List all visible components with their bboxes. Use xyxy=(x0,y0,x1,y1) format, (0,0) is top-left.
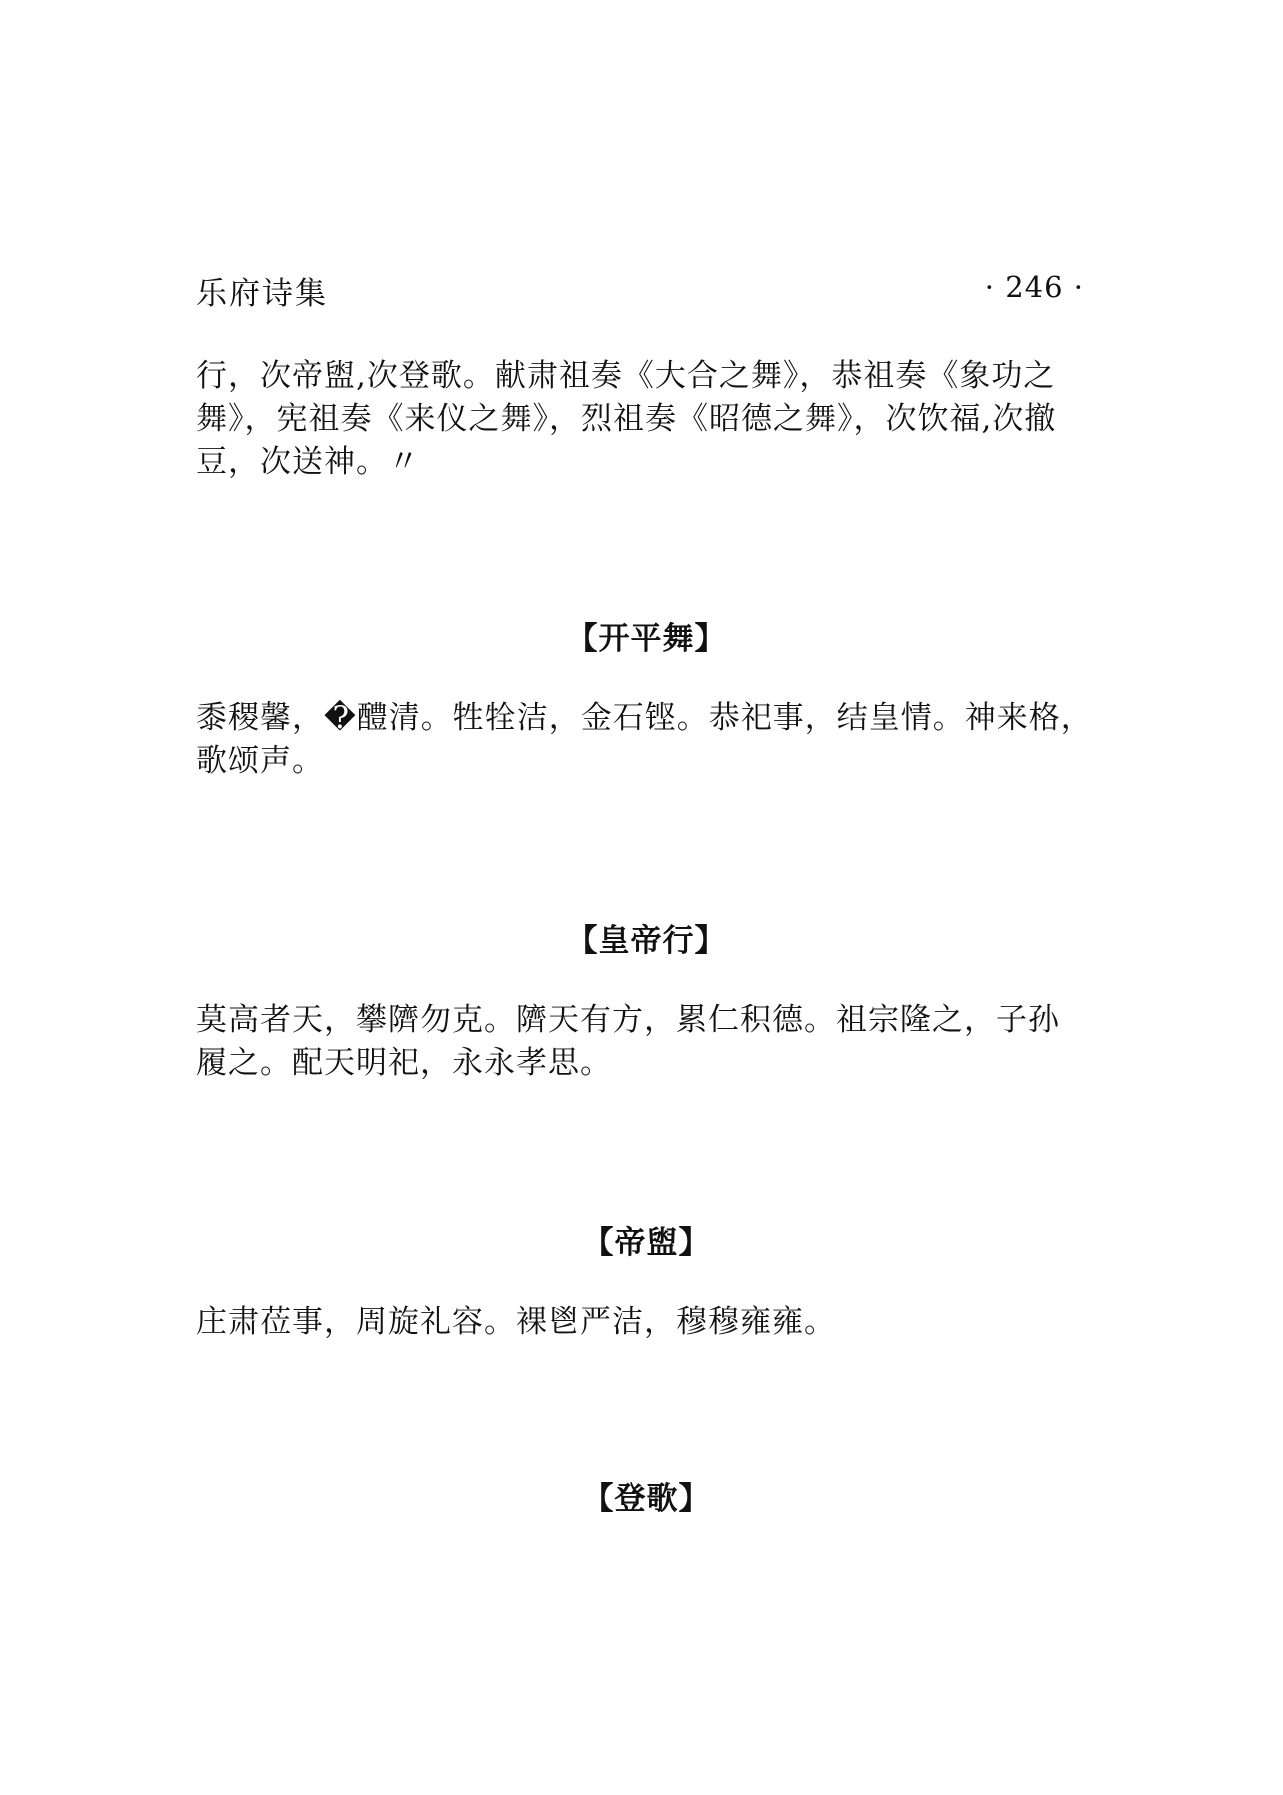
section-text-huangdixing: 莫高者天，攀隮勿克。隮天有方，累仁积德。祖宗隆之，子孙 履之。配天明祀，永永孝思。 xyxy=(196,1002,1060,1081)
page-number: · 246 · xyxy=(984,270,1084,304)
intro-paragraph: 行，次帝盥,次登歌。献肃祖奏《大合之舞》，恭祖奏《象功之 舞》，宪祖奏《来仪之舞》，烈祖奏《昭德之舞》，次饮福,次撤 豆，次送神。〃 xyxy=(196,358,1057,480)
section-text-diguan: 庄肃莅事，周旋礼容。裸鬯严洁，穆穆雍雍。 xyxy=(196,1304,836,1340)
section-heading-diguan: 【帝盥】 xyxy=(582,1225,711,1261)
section-heading-dengge: 【登歌】 xyxy=(582,1481,711,1517)
section-text-kaipingwu: 黍稷馨，�醴清。牲牷洁，金石铿。恭祀事，结皇情。神来格， 歌颂声。 xyxy=(196,700,1093,779)
section-heading-huangdixing: 【皇帝行】 xyxy=(566,923,727,959)
section-heading-kaipingwu: 【开平舞】 xyxy=(566,621,727,657)
book-title: 乐府诗集 xyxy=(196,276,328,312)
page-header xyxy=(196,268,1084,312)
